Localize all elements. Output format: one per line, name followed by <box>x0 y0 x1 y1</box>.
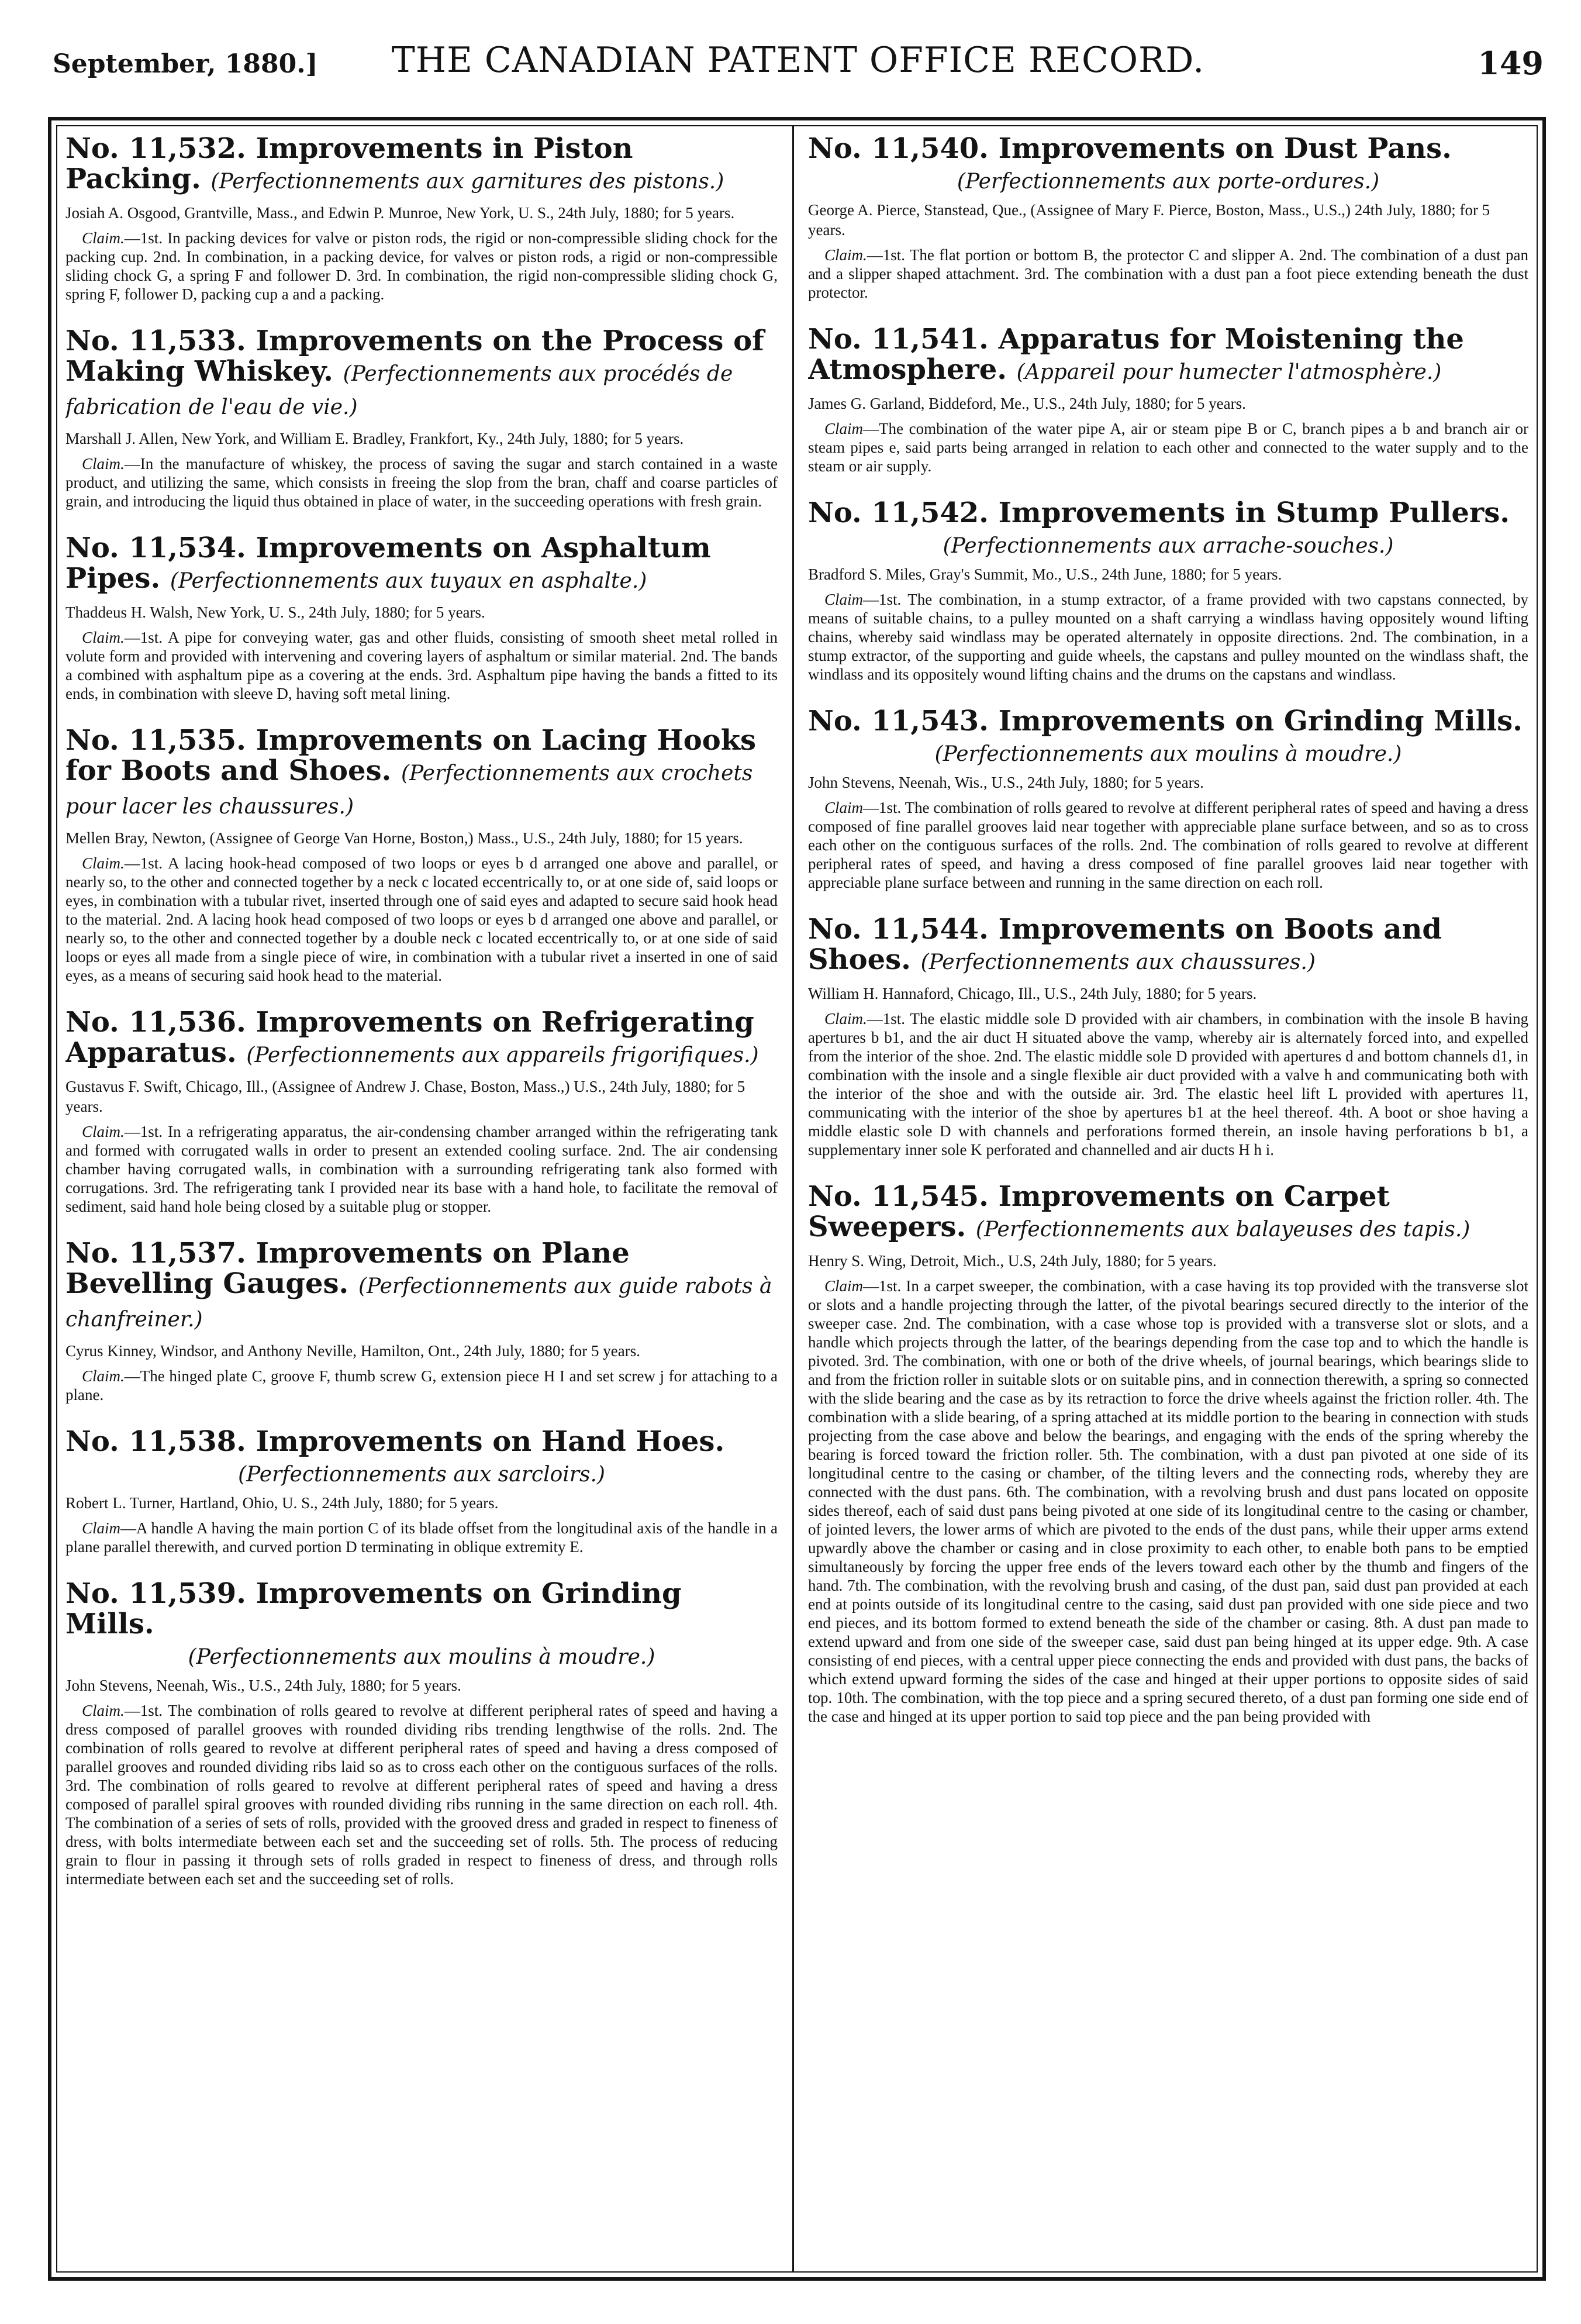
entry-inventor: Henry S. Wing, Detroit, Mich., U.S, 24th July, 1880; for 5 years. <box>808 1252 1217 1270</box>
french-title: (Perfectionnements aux porte-ordures.) <box>957 170 1380 194</box>
patent-entry-11539 <box>65 1578 778 1888</box>
entry-title: No. 11,532. Improvements in Piston Packing. (Perfectionnements aux garnitures des pistons.) <box>65 133 724 195</box>
entry-title: No. 11,545. Improvements on Carpet Sweepers. (Perfectionnements aux balayeuses des tapis.) <box>808 1180 1470 1243</box>
patent-entry-11541 <box>808 324 1528 475</box>
entry-claim: Claim.—1st. In packing devices for valve or piston rods, the rigid or non-compressible sliding chock for the packing cup. 2nd. In combination, in a packing device, for valves or piston rods, a rigid or non-compressible sliding chock G, a spring F and follower D. 3rd. In combination, the rigid non-compressible sliding chock G, spring F, follower D, packing cup a and a packing. <box>65 229 778 303</box>
entry-inventor: Josiah A. Osgood, Grantville, Mass., and Edwin P. Munroe, New York, U. S., 24th July, 1880; for 5 years. <box>65 204 735 222</box>
entry-inventor: Bradford S. Miles, Gray's Summit, Mo., U.S., 24th June, 1880; for 5 years. <box>808 566 1282 583</box>
journal-title: THE CANADIAN PATENT OFFICE RECORD. <box>391 40 1205 81</box>
left-column <box>65 133 778 2262</box>
french-title: (Perfectionnements aux balayeuses des tapis.) <box>975 1218 1470 1242</box>
french-title: (Perfectionnements aux arrache-souches.) <box>943 534 1394 558</box>
entry-title: No. 11,538. Improvements on Hand Hoes. <box>65 1425 725 1458</box>
patent-entry-11534 <box>65 533 778 703</box>
entry-inventor: John Stevens, Neenah, Wis., U.S., 24th July, 1880; for 5 years. <box>808 774 1204 791</box>
entry-title: No. 11,540. Improvements on Dust Pans. <box>808 133 1452 165</box>
entry-claim: Claim—A handle A having the main portion C of its blade offset from the longitudinal axis of the handle in a plane parallel therewith, and curved portion D terminating in oblique extremity E. <box>65 1519 778 1556</box>
patent-entry-11535 <box>65 725 778 985</box>
entry-title: No. 11,541. Apparatus for Moistening the Atmosphere. (Appareil pour humecter l'atmosphère.) <box>808 323 1464 386</box>
french-title: (Perfectionnements aux chaussures.) <box>920 950 1316 974</box>
entry-claim: Claim—The combination of the water pipe A, air or steam pipe B or C, branch pipes a b and branch air or steam pipes e, said parts being arranged in relation to each other and connected to the water supply and to the steam or air supply. <box>808 420 1528 475</box>
patent-entry-11542 <box>808 498 1528 684</box>
entry-claim: Claim.—1st. The combination of rolls geared to revolve at different peripheral rates of speed and having a dress composed of parallel grooves with rounded dividing ribs trending lengthwise of the rolls. 2nd. The combination of rolls geared to revolve at different peripheral rates of speed and having a dress composed of parallel grooves and rounded dividing ribs laid so as to cross each other on the contiguous surfaces of the rolls. 3rd. The combination of rolls geared to revolve at different peripheral rates of speed and having a dress composed of parallel spiral grooves with rounded dividing ribs running in the same direction on each roll. 4th. The combination of a series of sets of rolls, provided with the grooved dress and graded in respect to fineness of dress, with bolts intermediate between each set and the succeeding set of rolls. 5th. The process of reducing grain to flour in passing it through sets of rolls graded in respect to fineness of dress, and through rolls intermediate between each set and the succeeding set of rolls. <box>65 1702 778 1888</box>
patent-entry-11543 <box>808 706 1528 892</box>
entry-inventor: John Stevens, Neenah, Wis., U.S., 24th July, 1880; for 5 years. <box>65 1677 461 1694</box>
patent-entry-11536 <box>65 1007 778 1216</box>
french-title: (Perfectionnements aux guide rabots à chanfreiner.) <box>65 1274 772 1332</box>
patent-entry-11544 <box>808 914 1528 1159</box>
entry-title: No. 11,542. Improvements in Stump Pullers. <box>808 496 1510 529</box>
entry-claim: Claim.—1st. A pipe for conveying water, gas and other fluids, consisting of smooth sheet metal rolled in volute form and provided with intervening and covering layers of asphaltum or similar material. 2nd. The bands a combined with asphaltum pipe as a covering at the ends. 3rd. Asphaltum pipe having the bands a fitted to its ends, in combination with sleeve D, having soft metal lining. <box>65 629 778 702</box>
page-number: 149 <box>1478 44 1544 82</box>
french-title: (Perfectionnements aux moulins à moudre.) <box>934 742 1402 766</box>
header-date: September, 1880.] <box>53 49 318 79</box>
entry-inventor: Gustavus F. Swift, Chicago, Ill., (Assignee of Andrew J. Chase, Boston, Mass.,) U.S., 24th July, 1880; for 5 years. <box>65 1078 745 1115</box>
entry-inventor: George A. Pierce, Stanstead, Que., (Assignee of Mary F. Pierce, Boston, Mass., U.S.,) 24th July, 1880; for 5 years. <box>808 201 1490 239</box>
french-title: (Perfectionnements aux appareils frigorifiques.) <box>246 1043 759 1067</box>
french-title: (Appareil pour humecter l'atmosphère.) <box>1016 360 1442 384</box>
entry-claim: Claim—1st. The combination, in a stump extractor, of a frame provided with two capstans connected, by means of suitable chains, to a pulley mounted on a shaft carrying a windlass having oppositely wound lifting chains, whereby said windlass may be operated alternately in opposite directions. 2nd. The combination, in a stump extractor, of the supporting and guide wheels, the capstans and pulley mounted on the windlass shaft, the windlass and its oppositely wound lifting chains and the drums on the capstans and windlass. <box>808 591 1528 683</box>
entry-title: No. 11,533. Improvements on the Process of Making Whiskey. (Perfectionnements aux procédés de fabrication de l'eau de vie.) <box>65 325 764 419</box>
entry-title: No. 11,534. Improvements on Asphaltum Pipes. (Perfectionnements aux tuyaux en asphalte.) <box>65 532 711 595</box>
entry-claim: Claim.—1st. The flat portion or bottom B, the protector C and slipper A. 2nd. The combination of a dust pan and a slipper shaped attachment. 3rd. The combination with a dust pan a foot piece extending beneath the dust protector. <box>808 246 1528 301</box>
entry-title: No. 11,539. Improvements on Grinding Mills. <box>65 1577 682 1640</box>
entry-inventor: Cyrus Kinney, Windsor, and Anthony Neville, Hamilton, Ont., 24th July, 1880; for 5 years. <box>65 1342 640 1360</box>
patent-entry-11532 <box>65 133 778 304</box>
entry-claim: Claim.—1st. In a refrigerating apparatus, the air-condensing chamber arranged within the refrigerating tank and formed with corrugated walls in order to present an extended cooling surface. 2nd. The air condensing chamber having corrugated walls, in combination with a surrounding refrigerating tank also formed with corrugations. 3rd. The refrigerating tank I provided near its base with a hand hole, to facilitate the removal of sediment, said hand hole being closed by a suitable plug or stopper. <box>65 1123 778 1215</box>
french-title: (Perfectionnements aux sarcloirs.) <box>238 1463 605 1487</box>
entry-inventor: James G. Garland, Biddeford, Me., U.S., 24th July, 1880; for 5 years. <box>808 395 1246 412</box>
entry-title: No. 11,543. Improvements on Grinding Mills. <box>808 705 1523 737</box>
entry-inventor: Thaddeus H. Walsh, New York, U. S., 24th July, 1880; for 5 years. <box>65 604 485 621</box>
entry-claim: Claim.—1st. A lacing hook-head composed of two loops or eyes b d arranged one above and parallel, or nearly so, to the other and connected together by a neck c located eccentrically to, or at one side of, said loops or eyes, in combination with a tubular rivet, inserted through one of said eyes and adapted to secure said hook head to the material. 2nd. A lacing hook head composed of two loops or eyes b d arranged one above and parallel, or nearly so, to the other and connected together by a double neck c located eccentrically to, or at one side of said loops or eyes all made from a single piece of wire, in combination with a tubular rivet a inserted in one of said eyes, as a means of securing said hook head to the material. <box>65 854 778 984</box>
entry-claim: Claim.—In the manufacture of whiskey, the process of saving the sugar and starch contained in a waste product, and utilizing the same, which consists in freeing the slop from the bran, chaff and coarse particles of grain, and introducing the liquid thus obtained in place of water, in the succeeding operations with fresh grain. <box>65 455 778 510</box>
entry-inventor: Robert L. Turner, Hartland, Ohio, U. S., 24th July, 1880; for 5 years. <box>65 1494 499 1512</box>
entry-claim: Claim.—The hinged plate C, groove F, thumb screw G, extension piece H I and set screw j for attaching to a plane. <box>65 1367 778 1404</box>
entry-title: No. 11,544. Improvements on Boots and Shoes. (Perfectionnements aux chaussures.) <box>808 913 1442 976</box>
right-column <box>808 133 1528 2262</box>
french-title: (Perfectionnements aux crochets pour lacer les chaussures.) <box>65 761 753 819</box>
entry-inventor: Mellen Bray, Newton, (Assignee of George Van Horne, Boston,) Mass., U.S., 24th July, 1880; for 15 years. <box>65 829 743 847</box>
patent-entry-11540 <box>808 133 1528 302</box>
entry-claim: Claim.—1st. The elastic middle sole D provided with air chambers, in combination with the insole B having apertures b b1, and the air duct H situated above the vamp, whereby air is alternately forced into, and expelled from the interior of the shoe. 2nd. The elastic middle sole D provided with apertures d and bottom channels d1, in combination with the insole and a single flexible air duct provided with a valve h and communicating both with the interior of the shoe and with the outside air. 3rd. The elastic heel lift L provided with apertures l1, communicating with the interior of the shoe by apertures b1 at the heel thereof. 4th. A boot or shoe having a middle elastic sole D with channels and perforations formed therein, an insole having perforations b b1, a supplementary inner sole K perforated and channelled and air ducts H h i. <box>808 1010 1528 1158</box>
entry-inventor: Marshall J. Allen, New York, and William E. Bradley, Frankfort, Ky., 24th July, 1880; for 5 years. <box>65 430 684 447</box>
entry-inventor: William H. Hannaford, Chicago, Ill., U.S., 24th July, 1880; for 5 years. <box>808 985 1257 1002</box>
entry-title: No. 11,537. Improvements on Plane Bevelling Gauges. (Perfectionnements aux guide rabots à chanfreiner.) <box>65 1237 772 1332</box>
entry-title: No. 11,536. Improvements on Refrigerating Apparatus. (Perfectionnements aux appareils frigorifiques.) <box>65 1006 759 1069</box>
entry-title: No. 11,535. Improvements on Lacing Hooks for Boots and Shoes. (Perfectionnements aux crochets pour lacer les chaussures.) <box>65 724 757 819</box>
patent-entry-11538 <box>65 1426 778 1556</box>
patent-entry-11537 <box>65 1238 778 1404</box>
french-title: (Perfectionnements aux procédés de fabrication de l'eau de vie.) <box>65 362 733 419</box>
column-divider <box>792 125 794 2273</box>
french-title: (Perfectionnements aux tuyaux en asphalte.) <box>170 569 647 593</box>
french-title: (Perfectionnements aux moulins à moudre.) <box>188 1645 655 1669</box>
patent-entry-11545 <box>808 1181 1528 1726</box>
french-title: (Perfectionnements aux garnitures des pistons.) <box>210 170 724 194</box>
entry-claim: Claim—1st. The combination of rolls geared to revolve at different peripheral rates of speed and having a dress composed of fine parallel grooves laid near together with appreciable plane surface between, and so as to cross each other on the contiguous surfaces of the rolls. 2nd. The combination of rolls geared to revolve at different peripheral rates of speed, and having a dress composed of fine parallel grooves laid near together with appreciable plane surface between and running in the same direction on each roll. <box>808 799 1528 891</box>
entry-claim: Claim—1st. In a carpet sweeper, the combination, with a case having its top provided with the transverse slot or slots and a handle projecting through the latter, of the pivotal bearings secured directly to the interior of the sweeper case. 2nd. The combination, with a case whose top is provided with a transverse slot or slots, and a handle which projects through the latter, of the bearings depending from the case top and to which the handle is pivoted. 3rd. The combination, with one or both of the drive wheels, of journal bearings, which bearings slide to and from the friction roller in suitable slots or on suitable pins, and in connection therewith, a spring so connected with the slide bearing and the case as by its retraction to force the drive wheels against the friction roller. 4th. The combination with a slide bearing, of a spring attached at its middle portion to the bearing in connection with studs projecting from the case above and below the bearings, and engaging with the ends of the spring whereby the bearing is forced toward the friction roller. 5th. The combination, with a dust pan pivoted at one side of its longitudinal centre to the casing or chamber, of the tilting levers and the connecting rods, whereby they are connected with the dust pans. 6th. The combination, with a revolving brush and dust pans located on opposite sides thereof, each of said dust pans being pivoted at one side of its longitudinal centre to the casing or chamber, of jointed levers, the lower arms of which are pivoted to the ends of the dust pans, while their upper arms extend upwardly above the chamber or casing and in close proximity to each other, to enable both pans to be emptied simultaneously by forcing the upper free ends of the levers toward each other by the thumb and fingers of the hand. 7th. The combination, with the revolving brush and casing, of the dust pan, said dust pan provided at each end at points outside of its longitudinal centre to the casing, said dust pan provided with one side piece and two end pieces, and its bottom formed to extend beneath the side of the chamber or casing. 8th. A dust pan made to extend upward and from one side of the sweeper case, said dust pan being hinged at its upper edge. 9th. A case consisting of end pieces, with a central upper piece connecting the ends and provided with dust pans, the backs of which extend upward forming the sides of the case and hinged at their upper portions to opposite sides of said top. 10th. The combination, with the top piece and a spring secured thereto, of a dust pan forming one side end of the case and hinged at its upper portion to said top piece and the pan being provided with <box>808 1277 1528 1725</box>
page-header <box>53 40 1544 98</box>
patent-entry-11533 <box>65 326 778 511</box>
